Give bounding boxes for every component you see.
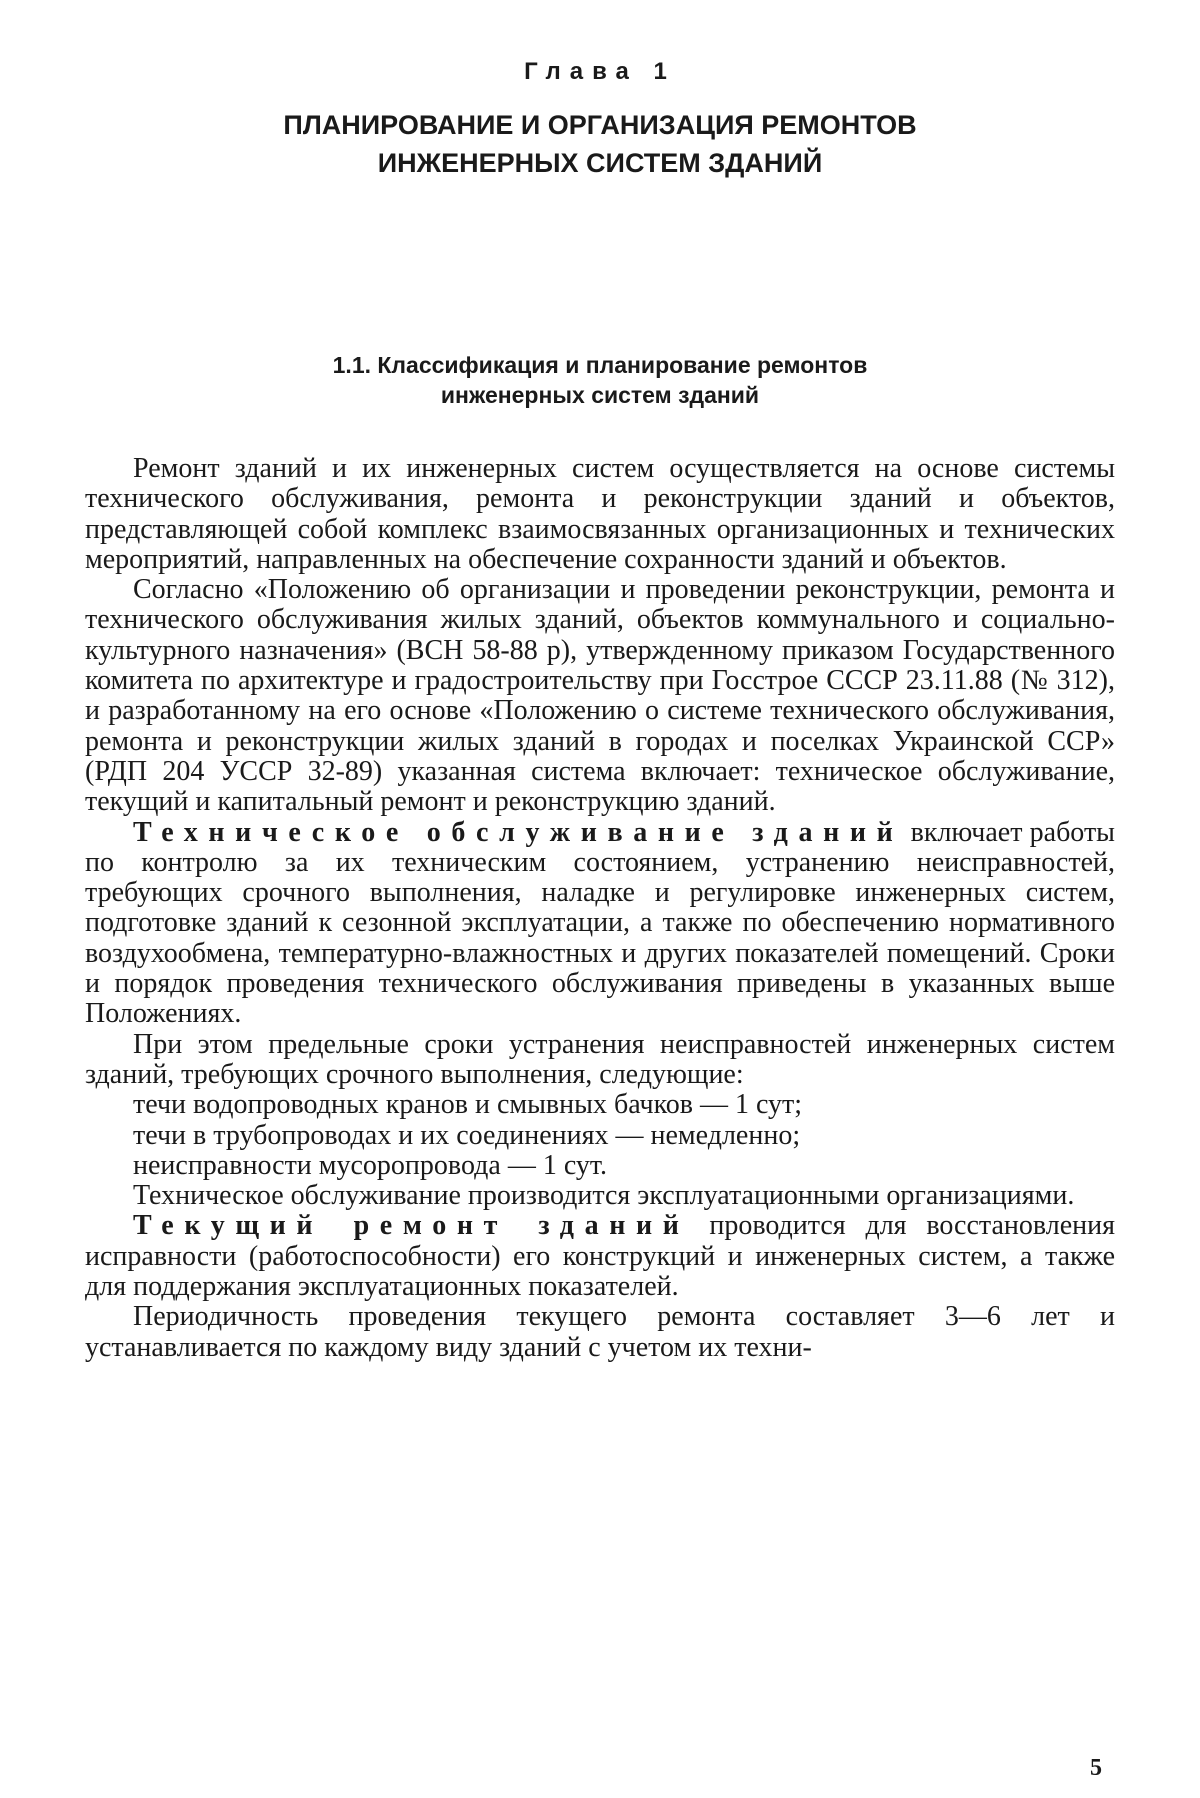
term-technical-maintenance: Техническое обслуживание зданий — [133, 816, 904, 848]
paragraph-6 — [85, 1211, 1115, 1302]
page-number: 5 — [1090, 1755, 1102, 1781]
chapter-title — [0, 106, 1200, 182]
body-text — [85, 454, 1115, 1363]
paragraph-4: При этом предельные сроки устранения неисправностей инженерных систем зданий, требующих срочного выполнения, следующие: — [85, 1028, 1115, 1090]
list-item-2: течи в трубопроводах и их соединениях — немедленно; — [133, 1119, 801, 1151]
chapter-title-line-1: ПЛАНИРОВАНИЕ И ОРГАНИЗАЦИЯ РЕМОНТОВ — [283, 110, 917, 140]
paragraph-3-text: включает работы по контролю за их техническим состоянием, устранению неисправностей, требующих срочного выполнения, наладке и регулировке инженерных систем, подготовке зданий к сезонной эксплуатации, а также по обеспечению нормативного воздухообмена, температурно-влажностных и других показателей помещений. Сроки и порядок проведения технического обслуживания приведены в указанных выше Положениях. — [85, 816, 1115, 1030]
section-title — [0, 350, 1200, 410]
list-item-3: неисправности мусоропровода — 1 сут. — [133, 1149, 608, 1181]
paragraph-3 — [85, 818, 1115, 1030]
section-title-line-2: инженерных систем зданий — [440, 382, 760, 408]
paragraph-6-text: проводится для восстановления исправности (работоспособности) его конструкций и инженерных систем, а также для поддержания эксплуатационных показателей. — [85, 1210, 1115, 1303]
paragraph-1: Ремонт зданий и их инженерных систем осуществляется на основе системы технического обслуживания, ремонта и реконструкции зданий и объектов, представляющей собой комплекс взаимосвязанных организационных и технических мероприятий, направленных на обеспечение сохранности зданий и объектов. — [85, 453, 1115, 575]
paragraph-7: Периодичность проведения текущего ремонта составляет 3—6 лет и устанавливается по каждому виду зданий с учетом их техни- — [85, 1301, 1115, 1363]
chapter-title-line-2: ИНЖЕНЕРНЫХ СИСТЕМ ЗДАНИЙ — [377, 148, 823, 178]
paragraph-2: Согласно «Положению об организации и проведении реконструкции, ремонта и технического обслуживания жилых зданий, объектов коммунального и социально-культурного назначения» (ВСН 58-88 р), утвержденному приказом Государственного комитета по архитектуре и градостроительству при Госстрое СССР 23.11.88 (№ 312), и разработанному на его основе «Положению о системе технического обслуживания, ремонта и реконструкции жилых зданий в городах и поселках Украинской ССР» (РДП 204 УССР 32-89) указанная система включает: техническое обслуживание, текущий и капитальный ремонт и реконструкцию зданий. — [85, 574, 1115, 818]
paragraph-5: Техническое обслуживание производится эксплуатационными организациями. — [133, 1180, 1075, 1212]
term-current-repair: Текущий ремонт зданий — [133, 1210, 690, 1242]
section-title-line-1: 1.1. Классификация и планирование ремонтов — [332, 352, 868, 378]
list-item-1: течи водопроводных кранов и смывных бачков — 1 сут; — [133, 1089, 803, 1121]
chapter-label: Глава 1 — [524, 58, 676, 85]
